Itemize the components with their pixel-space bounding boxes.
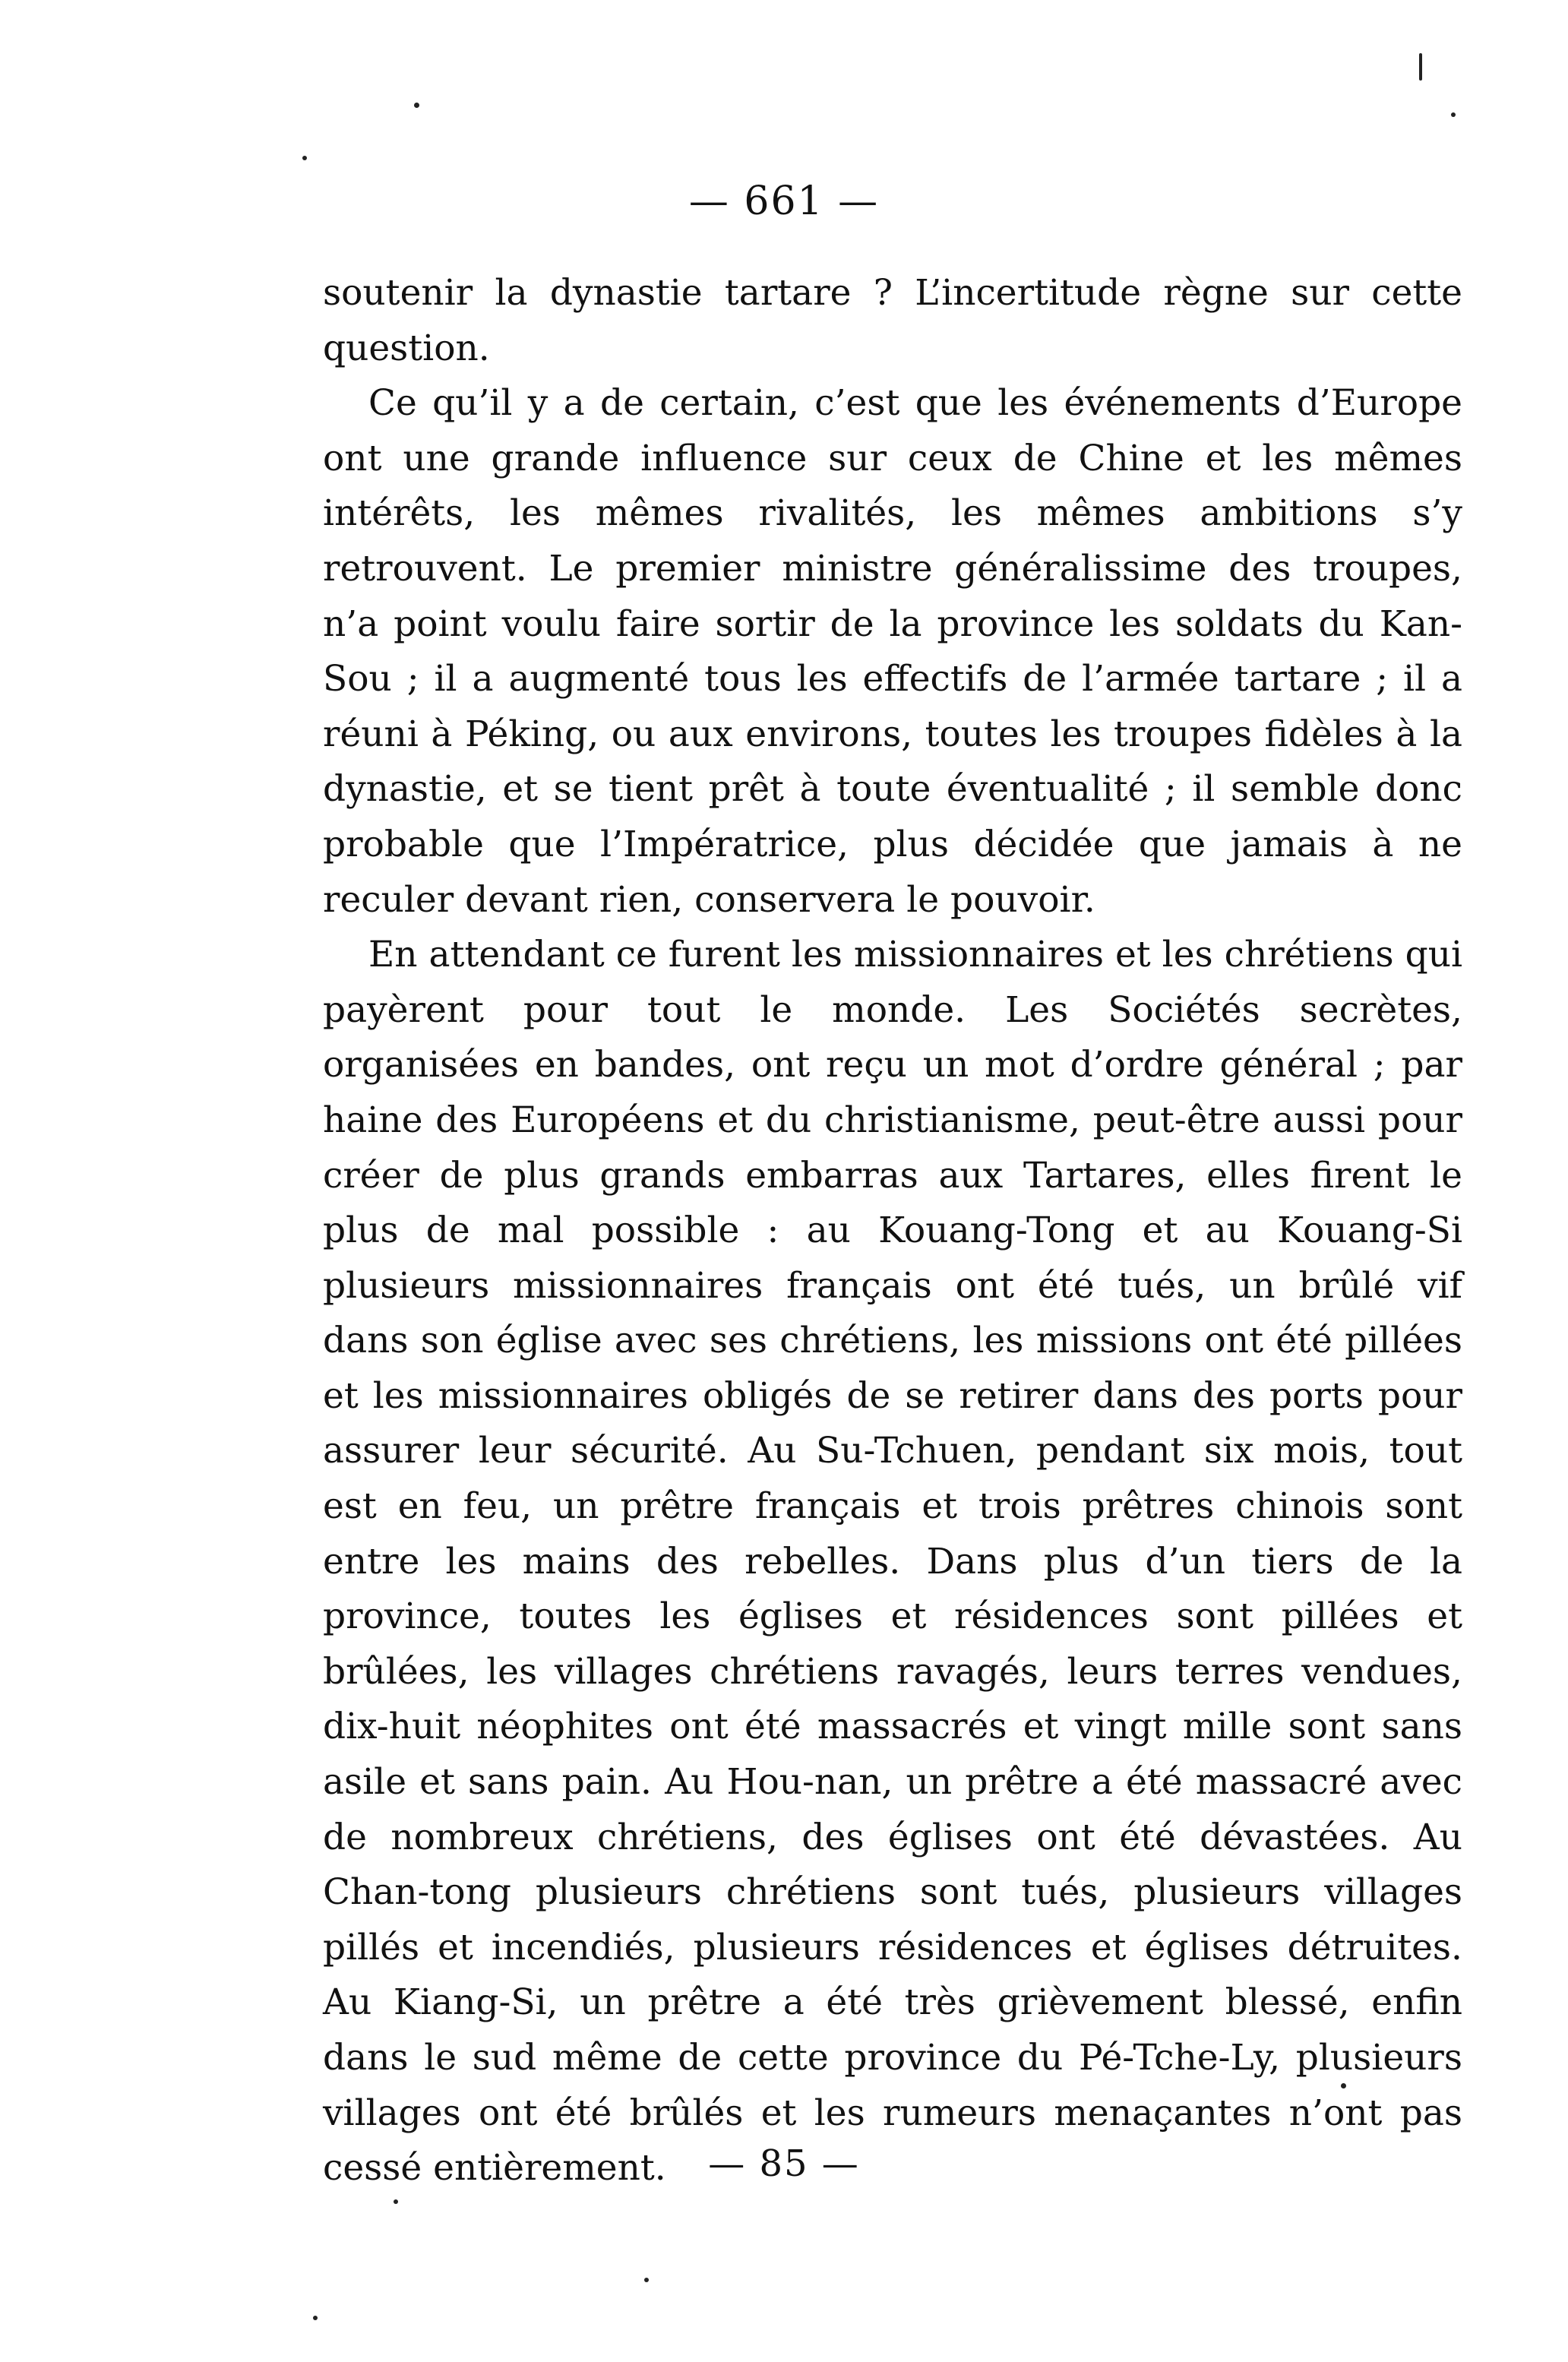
body-text: [323, 266, 1462, 2196]
scan-speck: [302, 156, 307, 160]
footer-page-number: — 85 —: [708, 2142, 860, 2185]
scan-speck: [1451, 112, 1456, 117]
scan-speck: [414, 103, 419, 108]
scan-speck: [644, 2278, 649, 2282]
scan-speck: [313, 2316, 318, 2320]
scan-speck: [1341, 2083, 1346, 2088]
scan-speck: [394, 2199, 398, 2204]
header-page-number: — 661 —: [688, 179, 880, 224]
paragraph-2: Ce qu’il y a de certain, c’est que les événements d’Europe ont une grande influence sur ceux de Chine et les mêmes intérêts, les mêmes rivalités, les mêmes ambitions s’y retrouvent. Le premier ministre généralissime des troupes, n’a point voulu faire sortir de la province les soldats du Kan-Sou ; il a augmenté tous les effectifs de l’armée tartare ; il a réuni à Péking, ou aux environs, toutes les troupes fidèles à la dynastie, et se tient prêt à toute éventualité ; il semble donc probable que l’Impératrice, plus décidée que jamais à ne reculer devant rien, conservera le pouvoir.: [323, 382, 1462, 921]
paragraph-1: soutenir la dynastie tartare ? L’incertitude règne sur cette question.: [323, 272, 1462, 369]
paragraph-3: En attendant ce furent les missionnaires et les chrétiens qui payèrent pour tout le monde. Les Sociétés secrètes, organisées en bandes, ont reçu un mot d’ordre général ; par haine des Européens et du christianisme, peut-être aussi pour créer de plus grands embarras aux Tartares, elles firent le plus de mal possible : au Kouang-Tong et au Kouang-Si plusieurs missionnaires français ont été tués, un brûlé vif dans son église avec ses chrétiens, les missions ont été pillées et les missionnaires obligés de se retirer dans des ports pour assurer leur sécurité. Au Su-Tchuen, pendant six mois, tout est en feu, un prêtre français et trois prêtres chinois sont entre les mains des rebelles. Dans plus d’un tiers de la province, toutes les églises et résidences sont pillées et brûlées, les villages chrétiens ravagés, leurs terres vendues, dix-huit néophites ont été massacrés et vingt mille sont sans asile et sans pain. Au Hou-nan, un prêtre a été massacré avec de nombreux chrétiens, des églises ont été dévastées. Au Chan-tong plusieurs chrétiens sont tués, plusieurs villages pillés et incendiés, plusieurs résidences et églises détruites. Au Kiang-Si, un prêtre a été très grièvement blessé, enfin dans le sud même de cette province du Pé-Tche-Ly, plusieurs villages ont été brûlés et les rumeurs menaçantes n’ont pas cessé entièrement.: [323, 934, 1462, 2190]
scan-speck: [1419, 53, 1422, 81]
